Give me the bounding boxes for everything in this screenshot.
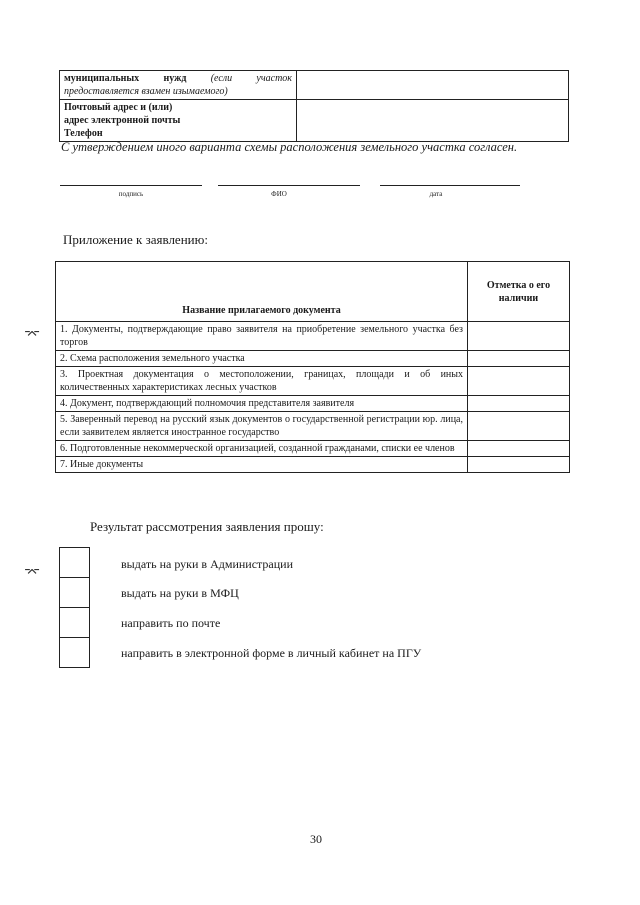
label-part: муниципальных bbox=[64, 73, 140, 84]
document-name: 7. Иные документы bbox=[56, 457, 468, 473]
applicant-info-table bbox=[59, 70, 569, 142]
table-row bbox=[56, 441, 570, 457]
document-mark-cell[interactable] bbox=[468, 351, 570, 367]
table-row bbox=[56, 457, 570, 473]
table-row bbox=[56, 367, 570, 396]
contact-label-line: Почтовый адрес и (или) bbox=[64, 102, 173, 113]
document-name: 5. Заверенный перевод на русский язык документов о государственной регистрации юр. лица, если заявителем является иностранное государство bbox=[56, 412, 468, 441]
margin-tick-mark: ⌤ bbox=[24, 566, 41, 581]
option-mfc: выдать на руки в МФЦ bbox=[121, 586, 239, 600]
result-title: Результат рассмотрения заявления прошу: bbox=[90, 519, 324, 534]
column-header-name: Название прилагаемого документа bbox=[56, 262, 468, 322]
agreement-statement: С утверждением иного варианта схемы расположения земельного участка согласен. bbox=[61, 140, 518, 154]
document-name: 6. Подготовленные некоммерческой организацией, созданной гражданами, списки ее членов bbox=[56, 441, 468, 457]
appendix-title: Приложение к заявлению: bbox=[63, 232, 208, 247]
date-caption: дата bbox=[429, 190, 443, 198]
document-name: 3. Проектная документация о местоположении, границах, площади и об иных количественных характеристиках лесных участков bbox=[56, 367, 468, 396]
document-mark-cell[interactable] bbox=[468, 441, 570, 457]
option-administration: выдать на руки в Администрации bbox=[121, 557, 294, 571]
appendix-table bbox=[55, 261, 570, 473]
page-number: 30 bbox=[310, 832, 322, 846]
note-part: участок bbox=[256, 73, 292, 84]
contact-label bbox=[60, 100, 297, 142]
document-name: 1. Документы, подтверждающие право заявителя на приобретение земельного участка без торгов bbox=[56, 322, 468, 351]
signature-line[interactable] bbox=[60, 185, 202, 186]
document-mark-cell[interactable] bbox=[468, 322, 570, 351]
fio-line[interactable] bbox=[218, 185, 360, 186]
checkbox-mfc[interactable] bbox=[60, 578, 89, 608]
result-checkbox-column bbox=[59, 547, 90, 668]
date-line[interactable] bbox=[380, 185, 520, 186]
checkbox-administration[interactable] bbox=[60, 548, 89, 578]
signature-caption: подпись bbox=[118, 190, 144, 198]
margin-tick-mark: ⌤ bbox=[24, 328, 41, 343]
municipal-needs-label bbox=[60, 71, 297, 100]
option-post: направить по почте bbox=[121, 616, 221, 630]
table-row bbox=[56, 351, 570, 367]
note-line: предоставляется взамен изымаемого) bbox=[64, 86, 228, 97]
contact-label-line: Телефон bbox=[64, 128, 103, 139]
document-mark-cell[interactable] bbox=[468, 367, 570, 396]
contact-value[interactable] bbox=[297, 100, 569, 142]
label-part: нужд bbox=[163, 73, 187, 84]
fio-caption: ФИО bbox=[271, 190, 287, 198]
table-row bbox=[56, 322, 570, 351]
document-name: 2. Схема расположения земельного участка bbox=[56, 351, 468, 367]
document-name: 4. Документ, подтверждающий полномочия представителя заявителя bbox=[56, 396, 468, 412]
column-header-mark: Отметка о его наличии bbox=[468, 262, 570, 322]
option-electronic: направить в электронной форме в личный кабинет на ПГУ bbox=[121, 646, 422, 660]
document-mark-cell[interactable] bbox=[468, 457, 570, 473]
checkbox-post[interactable] bbox=[60, 608, 89, 638]
checkbox-electronic[interactable] bbox=[60, 638, 89, 667]
document-mark-cell[interactable] bbox=[468, 396, 570, 412]
contact-label-line: адрес электронной почты bbox=[64, 115, 181, 126]
table-row bbox=[56, 412, 570, 441]
note-part: (если bbox=[210, 73, 233, 84]
municipal-needs-value[interactable] bbox=[297, 71, 569, 100]
table-row bbox=[56, 396, 570, 412]
document-mark-cell[interactable] bbox=[468, 412, 570, 441]
